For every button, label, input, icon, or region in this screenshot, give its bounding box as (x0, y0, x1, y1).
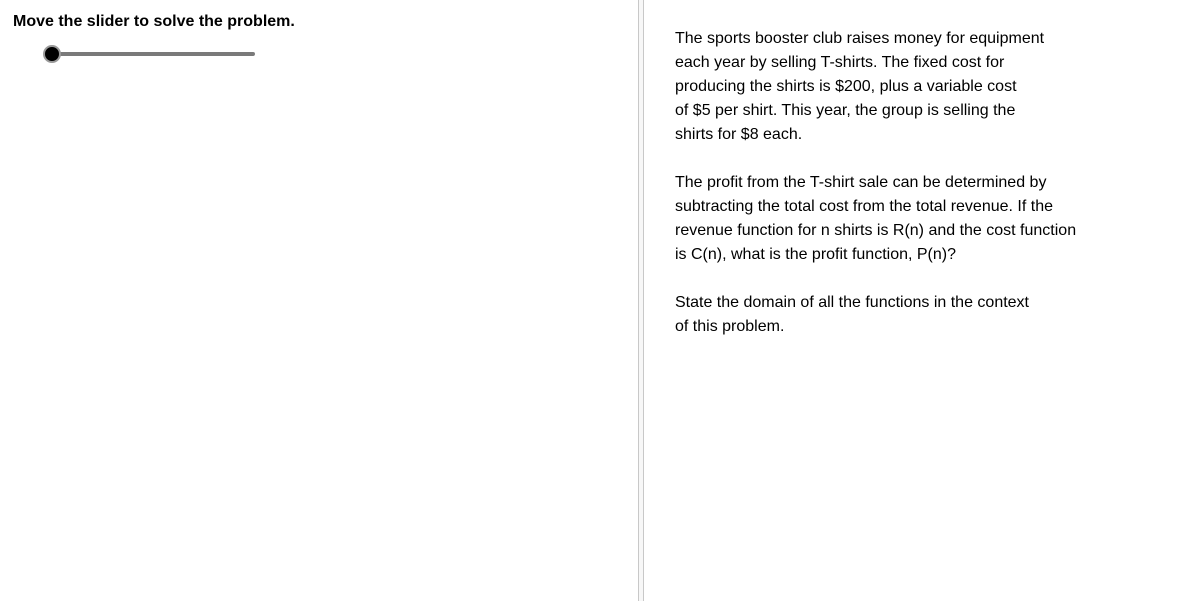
slider-thumb[interactable] (43, 45, 61, 63)
pane-divider[interactable] (638, 0, 644, 601)
problem-paragraph-context (675, 27, 1095, 147)
instruction-text: Move the slider to solve the problem. (13, 13, 295, 30)
text-line: of $5 per shirt. This year, the group is selling the (675, 102, 1016, 119)
text-line: The profit from the T-shirt sale can be determined by (675, 174, 1047, 191)
text-line: is C(n), what is the profit function, P(n)? (675, 246, 956, 263)
problem-paragraph-question (675, 171, 1095, 267)
text-line: subtracting the total cost from the total revenue. If the (675, 198, 1053, 215)
problem-paragraph-domain (675, 291, 1095, 339)
text-line: producing the shirts is $200, plus a variable cost (675, 78, 1017, 95)
text-view (645, 0, 1185, 601)
text-line: revenue function for n shirts is R(n) and the cost function (675, 222, 1077, 239)
text-line: shirts for $8 each. (675, 126, 803, 143)
text-line: each year by selling T-shirts. The fixed cost for (675, 54, 1005, 71)
slider-track[interactable] (52, 52, 255, 56)
text-line: The sports booster club raises money for equipment (675, 30, 1045, 47)
text-line: of this problem. (675, 318, 785, 335)
text-line: State the domain of all the functions in the context (675, 294, 1029, 311)
solution-slider[interactable] (44, 45, 256, 63)
problem-text (675, 27, 1095, 363)
